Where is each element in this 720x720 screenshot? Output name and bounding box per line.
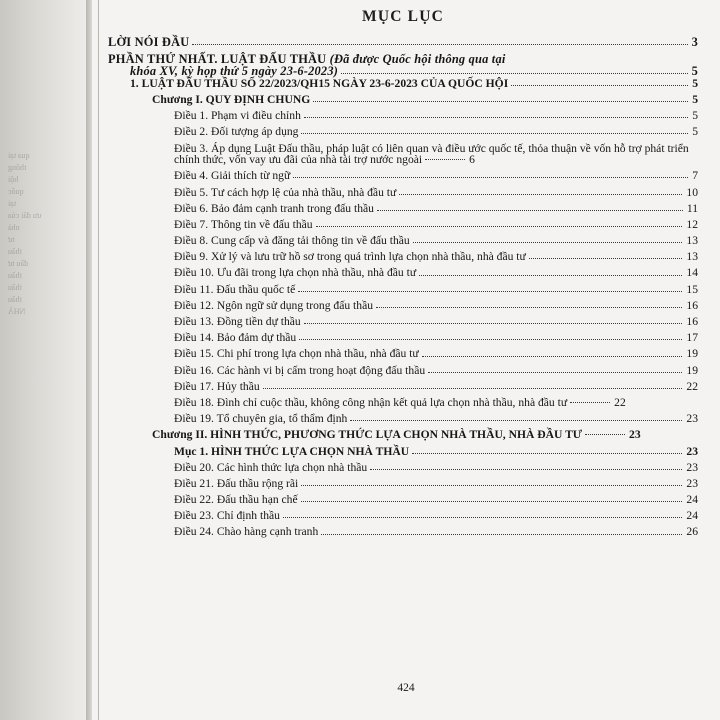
- toc-entry[interactable]: [174, 462, 698, 474]
- toc-page-number: 12: [686, 217, 698, 231]
- toc-entry-label: Chương I. QUY ĐỊNH CHUNG: [152, 93, 311, 106]
- toc-entry-label: Mục 1. HÌNH THỨC LỰA CHỌN NHÀ THẦU: [174, 444, 410, 458]
- toc-entry[interactable]: [174, 170, 698, 182]
- toc-entry-label: 1. LUẬT ĐẤU THẦU SỐ 22/2023/QH15 NGÀY 23-6-2023 CỦA QUỐC HỘI: [130, 76, 509, 90]
- toc-entry-label: Điều 11. Đấu thầu quốc tế: [174, 282, 296, 296]
- toc-entry-label: Điều 22. Đấu thầu hạn chế: [174, 493, 298, 507]
- toc-entry[interactable]: [174, 251, 698, 263]
- toc-leader: [399, 193, 682, 195]
- toc-entry-label: Điều 7. Thông tin về đấu thầu: [174, 217, 313, 231]
- toc-entry-label: Điều 15. Chi phí trong lựa chọn nhà thầu, nhà đầu tư: [174, 347, 419, 361]
- toc-page-number: 3: [691, 35, 698, 49]
- toc-leader: [570, 401, 610, 403]
- toc-page-number: 5: [692, 109, 698, 123]
- toc-page-number: 24: [686, 493, 698, 507]
- toc-leader: [370, 468, 682, 470]
- toc-entry-label: Điều 13. Đồng tiền dự thầu: [174, 315, 301, 329]
- toc-leader: [341, 72, 688, 74]
- toc-entry-label: Điều 9. Xử lý và lưu trữ hồ sơ trong quá trình lựa chọn nhà thầu, nhà đầu tư: [174, 250, 526, 264]
- toc-page-number: 24: [686, 509, 698, 523]
- toc-entry-label: Điều 16. Các hành vi bị cấm trong hoạt động đấu thầu: [174, 363, 426, 377]
- toc-entry-label: Chương II. HÌNH THỨC, PHƯƠNG THỨC LỰA CHỌN NHÀ THẦU, NHÀ ĐẦU TƯ: [152, 428, 583, 442]
- toc-leader: [293, 176, 688, 178]
- toc-leader: [316, 225, 683, 227]
- toc-page-number: 22: [614, 395, 626, 409]
- toc-page-number: 14: [686, 266, 698, 280]
- toc-entry-label: Điều 8. Cung cấp và đăng tải thông tin về đấu thầu: [174, 234, 410, 248]
- toc-entry[interactable]: [174, 187, 698, 199]
- toc-entry[interactable]: [108, 36, 698, 48]
- toc-entry[interactable]: [130, 78, 698, 90]
- toc-leader: [419, 274, 682, 276]
- toc-entry-label: Điều 18. Đình chỉ cuộc thầu, không công nhận kết quả lựa chọn nhà thầu, nhà đầu tư: [174, 395, 568, 409]
- toc-leader: [377, 209, 683, 211]
- toc-entry[interactable]: [174, 478, 698, 490]
- toc-leader: [376, 306, 682, 308]
- toc-entry[interactable]: [174, 300, 698, 312]
- toc-entry[interactable]: [174, 494, 698, 506]
- toc-leader: [585, 433, 625, 435]
- toc-page-number: 13: [686, 234, 698, 248]
- toc-entry-label: Điều 17. Hủy thầu: [174, 379, 260, 393]
- toc-entry[interactable]: [174, 126, 698, 138]
- toc-page-number: 13: [686, 250, 698, 264]
- toc-entry[interactable]: [174, 332, 698, 344]
- toc-leader: [313, 100, 688, 102]
- toc-leader: [301, 484, 682, 486]
- toc-leader: [321, 533, 682, 535]
- toc-page-number: 26: [686, 525, 698, 539]
- toc-page-number: 11: [686, 201, 698, 215]
- toc-page-number: 19: [686, 363, 698, 377]
- toc-entry-label: Điều 1. Phạm vi điều chỉnh: [174, 109, 301, 123]
- toc-entry-label: Điều 14. Bảo đảm dự thầu: [174, 331, 297, 345]
- toc-entry[interactable]: [174, 219, 698, 231]
- toc-entry[interactable]: [174, 284, 698, 296]
- toc-leader: [529, 257, 683, 259]
- toc-page-number: 7: [692, 169, 698, 183]
- book-edge: [0, 0, 92, 720]
- toc-page-number: 22: [686, 379, 698, 393]
- toc-entry[interactable]: [174, 203, 698, 215]
- toc-entry[interactable]: [174, 381, 698, 393]
- toc-entry[interactable]: [174, 397, 698, 409]
- toc-entry[interactable]: [174, 316, 698, 328]
- toc-leader: [412, 452, 682, 454]
- toc-entry-label-cont: khóa XV, kỳ họp thứ 5 ngày 23-6-2023): [130, 64, 339, 79]
- toc-page-number: 19: [686, 347, 698, 361]
- page-sheet: [92, 0, 720, 720]
- toc-entry-label: Điều 23. Chỉ định thầu: [174, 509, 280, 523]
- toc-page-number: 10: [686, 185, 698, 199]
- toc-leader: [428, 371, 682, 373]
- toc-page-number: 5: [691, 64, 698, 79]
- toc-entry-label: Điều 4. Giải thích từ ngữ: [174, 169, 291, 183]
- toc-page-number: 16: [686, 298, 698, 312]
- toc-page-number: 5: [692, 125, 698, 139]
- toc-page-number: 17: [686, 331, 698, 345]
- toc-leader: [283, 516, 682, 518]
- toc-leader: [299, 338, 682, 340]
- toc-entry-label: Điều 10. Ưu đãi trong lựa chọn nhà thầu, nhà đầu tư: [174, 266, 417, 280]
- toc-leader: [301, 132, 688, 134]
- toc-leader: [511, 84, 688, 86]
- toc-entry-label: Điều 6. Bảo đảm cạnh tranh trong đấu thầu: [174, 201, 374, 215]
- toc-leader: [422, 355, 683, 357]
- toc-entry[interactable]: [108, 53, 698, 78]
- toc-leader: [192, 43, 687, 45]
- toc-leader: [413, 241, 683, 243]
- toc-page-number: 23: [686, 476, 698, 490]
- toc-page-number: 23: [686, 412, 698, 426]
- toc-entry[interactable]: [174, 110, 698, 122]
- toc-page-number: 23: [629, 428, 641, 442]
- toc-leader: [425, 158, 465, 160]
- toc-entry[interactable]: [152, 429, 698, 441]
- toc-entry-label: Điều 5. Tư cách hợp lệ của nhà thầu, nhà đầu tư: [174, 185, 397, 199]
- page-title: MỤC LỤC: [361, 8, 445, 25]
- toc-page-number: 16: [686, 315, 698, 329]
- toc-entry[interactable]: [174, 413, 698, 425]
- toc-entry[interactable]: [174, 267, 698, 279]
- toc-entry[interactable]: [174, 446, 698, 458]
- toc-page-number: 15: [686, 282, 698, 296]
- toc-leader: [298, 290, 682, 292]
- toc-entry-label: Điều 2. Đối tượng áp dụng: [174, 125, 299, 139]
- bleed-through-text: qua tại thông hội quốc tại ưu đãi của nhà tư thầu đầu tư thầu thầu thầu NHÀ: [8, 151, 42, 316]
- toc-entry-label: PHẦN THỨ NHẤT. LUẬT ĐẤU THẦU (Đã được Quốc hội thông qua tại: [108, 52, 506, 66]
- toc-leader: [304, 322, 683, 324]
- toc-leader: [304, 116, 688, 118]
- toc-entry[interactable]: [174, 235, 698, 247]
- toc-entry-label: Điều 12. Ngôn ngữ sử dụng trong đấu thầu: [174, 298, 374, 312]
- toc-entry[interactable]: [174, 510, 698, 522]
- toc-leader: [301, 500, 683, 502]
- margin-rule: [98, 0, 99, 720]
- toc-entry[interactable]: [174, 143, 698, 166]
- toc-leader: [263, 387, 683, 389]
- page-content: [108, 8, 698, 543]
- page-number: 424: [397, 682, 415, 694]
- toc-page-number: 23: [686, 444, 698, 458]
- toc-page-number: 5: [692, 76, 698, 90]
- table-of-contents: [108, 36, 698, 538]
- toc-entry-label: LỜI NÓI ĐẦU: [108, 35, 190, 49]
- toc-page-number: 5: [692, 93, 698, 106]
- toc-entry-label: Điều 21. Đấu thầu rộng rãi: [174, 476, 299, 490]
- toc-entry-label: Điều 20. Các hình thức lựa chọn nhà thầu: [174, 460, 368, 474]
- toc-entry[interactable]: [174, 348, 698, 360]
- toc-entry[interactable]: [174, 365, 698, 377]
- toc-entry-label: Điều 19. Tổ chuyên gia, tổ thẩm định: [174, 412, 348, 426]
- toc-page-number: 6: [469, 153, 475, 167]
- toc-page-number: 23: [686, 460, 698, 474]
- toc-entry[interactable]: [152, 94, 698, 106]
- toc-entry[interactable]: [174, 526, 698, 538]
- toc-entry-label: Điều 3. Áp dụng Luật Đấu thầu, pháp luật có liên quan và điều ước quốc tế, thỏa thuận về vốn hỗ trợ phát triển chính thức, vốn vay ưu đãi của nhà tài trợ nước ngoài: [174, 141, 689, 167]
- toc-leader: [350, 419, 682, 421]
- toc-entry-label: Điều 24. Chào hàng cạnh tranh: [174, 525, 319, 539]
